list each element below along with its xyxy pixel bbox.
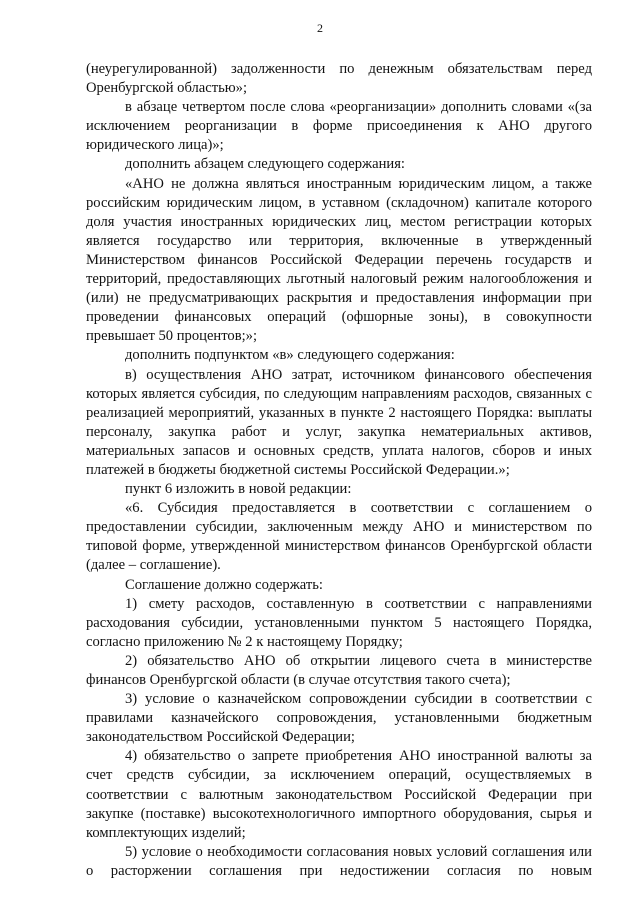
paragraph: (неурегулированной) задолженности по денежным обязательствам перед Оренбургской областью»; — [86, 61, 592, 97]
paragraph: 3) условие о казначейском сопровождении субсидии в соответствии с правилами казначейского сопровождения, установленными бюджетным законодательством Российской Федерации; — [86, 691, 592, 746]
paragraph: 1) смету расходов, составленную в соответствии с направлениями расходования субсидии, установленными пунктом 5 настоящего Порядка, согласно приложению № 2 к настоящему Порядку; — [86, 595, 592, 650]
paragraph: пункт 6 изложить в новой редакции: — [125, 481, 352, 498]
paragraph: дополнить подпунктом «в» следующего содержания: — [125, 347, 455, 364]
paragraph: «АНО не должна являться иностранным юридическим лицом, а также российским юридическим лицом, в уставном (складочном) капитале которого доля участия иностранных юридических лиц, местом регистрации которых является государство или территория, включенные в утвержденный Министерством финансов Российской Федерации перечень государств и территорий, предоставляющих льготный налоговый режим налогообложения и (или) не предусматривающих раскрытия и предоставления информации при проведении финансовых операций (офшорные зоны), в совокупности превышает 50 процентов;»; — [86, 175, 592, 345]
paragraph: Соглашение должно содержать: — [125, 576, 323, 593]
page-number: 2 — [317, 21, 323, 35]
paragraph: в абзаце четвертом после слова «реорганизации» дополнить словами «(за исключением реорганизации в форме присоединения к АНО другого юридического лица)»; — [86, 99, 592, 154]
paragraph: 4) обязательство о запрете приобретения АНО иностранной валюты за счет средств субсидии, за исключением операций, осуществляемых в соответствии с валютным законодательством Российской Федерации при закупке (поставке) высокотехнологичного импортного оборудования, сырья и комплектующих изделий; — [86, 748, 592, 841]
paragraph: «6. Субсидия предоставляется в соответствии с соглашением о предоставлении субсидии, заключенным между АНО и министерством по типовой форме, утвержденной министерством финансов Оренбургской области (далее – соглашение). — [86, 500, 592, 574]
paragraph: в) осуществления АНО затрат, источником финансового обеспечения которых является субсидия, по следующим направлениям расходов, связанных с реализацией мероприятий, указанных в пункте 2 настоящего Порядка: выплаты персоналу, закупка работ и услуг, закупка нематериальных активов, материальных запасов и основных средств, уплата налогов, сборов и иных платежей в бюджеты бюджетной системы Российской Федерации.»; — [86, 366, 592, 478]
paragraph: 5) условие о необходимости согласования новых условий соглашения или о расторжении соглашения при недостижении согласия по новым — [86, 843, 592, 879]
paragraph: 2) обязательство АНО об открытии лицевого счета в министерстве финансов Оренбургской области (в случае отсутствия такого счета); — [86, 652, 592, 688]
document-body — [86, 60, 592, 881]
paragraph: дополнить абзацем следующего содержания: — [125, 156, 405, 173]
